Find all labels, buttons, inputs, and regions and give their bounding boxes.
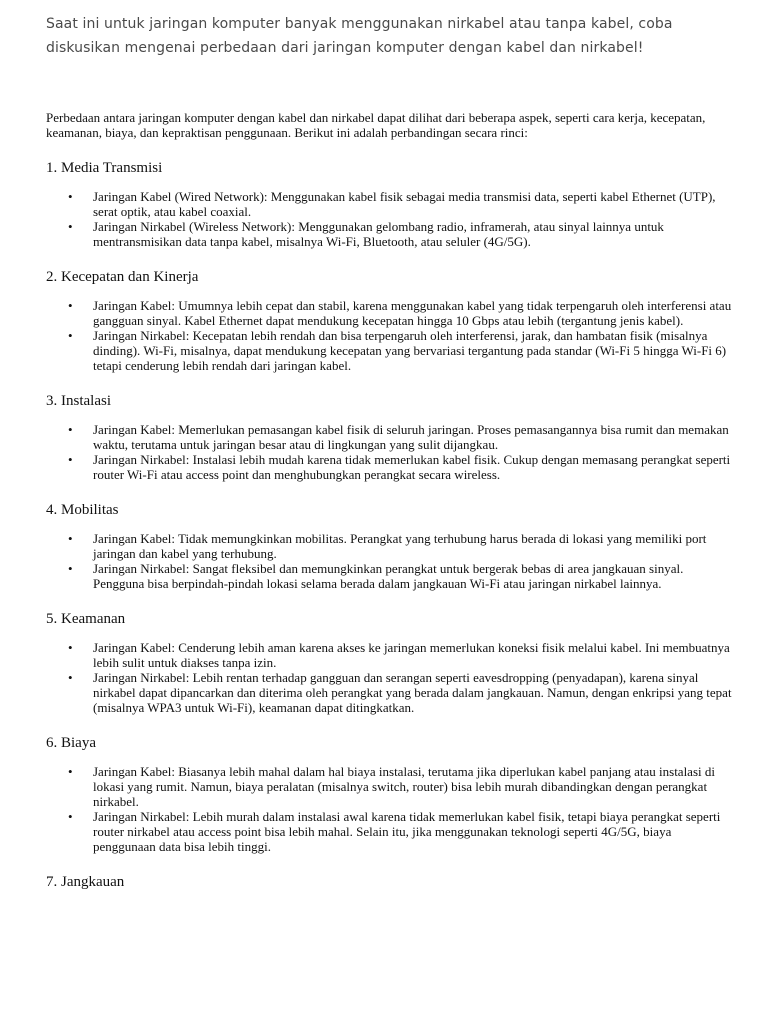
bullet-icon: •	[68, 452, 73, 467]
list-item-text: Jaringan Nirkabel: Instalasi lebih mudah karena tidak memerlukan kabel fisik. Cukup dengan memasang perangkat seperti router Wi-Fi atau access point dan menghubungkan perangkat secara wireless.	[93, 452, 731, 482]
bullet-list	[46, 422, 736, 482]
list-item-text: Jaringan Nirkabel (Wireless Network): Menggunakan gelombang radio, inframerah, atau sinyal lainnya untuk mentransmisikan data tanpa kabel, misalnya Wi-Fi, Bluetooth, atau seluler (4G/5G).	[93, 219, 664, 249]
list-item-text: Jaringan Kabel: Umumnya lebih cepat dan stabil, karena menggunakan kabel yang tidak terpengaruh oleh interferensi atau gangguan sinyal. Kabel Ethernet dapat mendukung kecepatan hingga 10 Gbps atau lebih (tergantung jenis kabel).	[93, 298, 732, 328]
list-item-text: Jaringan Kabel (Wired Network): Menggunakan kabel fisik sebagai media transmisi data, seperti kabel Ethernet (UTP), serat optik, atau kabel coaxial.	[93, 189, 716, 219]
list-item-text: Jaringan Kabel: Biasanya lebih mahal dalam hal biaya instalasi, terutama jika diperlukan kabel panjang atau instalasi di lokasi yang rumit. Namun, biaya peralatan (misalnya switch, router) bisa lebih murah dibandingkan dengan perangkat nirkabel.	[93, 764, 715, 809]
list-item	[46, 452, 736, 482]
section	[46, 268, 736, 373]
list-item	[46, 422, 736, 452]
bullet-list	[46, 189, 736, 249]
bullet-icon: •	[68, 561, 73, 576]
section	[46, 501, 736, 591]
list-item-text: Jaringan Kabel: Memerlukan pemasangan kabel fisik di seluruh jaringan. Proses pemasangannya bisa rumit dan memakan waktu, terutama untuk jaringan besar atau di lingkungan yang sulit dijangkau.	[93, 422, 729, 452]
list-item-text: Jaringan Nirkabel: Kecepatan lebih rendah dan bisa terpengaruh oleh interferensi, jarak, dan hambatan fisik (misalnya dinding). Wi-Fi, misalnya, dapat mendukung kecepatan yang bervariasi tergantung pada standar (Wi-Fi 5 hingga Wi-Fi 6) tetapi cenderung lebih rendah dari jaringan kabel.	[93, 328, 727, 373]
list-item	[46, 561, 736, 591]
bullet-list	[46, 640, 736, 715]
section-heading: 4. Mobilitas	[46, 502, 119, 518]
bullet-icon: •	[68, 764, 73, 779]
list-item	[46, 640, 736, 670]
list-item	[46, 219, 736, 249]
list-item-text: Jaringan Nirkabel: Sangat fleksibel dan memungkinkan perangkat untuk bergerak bebas di area jangkauan sinyal. Pengguna bisa berpindah-pindah lokasi selama berada dalam jangkauan Wi-Fi atau jaringan nirkabel lainnya.	[93, 561, 684, 591]
list-item	[46, 809, 736, 854]
bullet-icon: •	[68, 328, 73, 343]
list-item-text: Jaringan Nirkabel: Lebih rentan terhadap gangguan dan serangan seperti eavesdropping (penyadapan), karena sinyal nirkabel dapat dipancarkan dan diterima oleh perangkat yang berada dalam jangkauan. Namun, dengan enkripsi yang tepat (misalnya WPA3 untuk Wi-Fi), keamanan dapat ditingkatkan.	[93, 670, 732, 715]
section-heading: 3. Instalasi	[46, 393, 111, 409]
bullet-list	[46, 531, 736, 591]
section	[46, 610, 736, 715]
answer-intro: Perbedaan antara jaringan komputer dengan kabel dan nirkabel dapat dilihat dari beberapa aspek, seperti cara kerja, kecepatan, keamanan, biaya, dan kepraktisan penggunaan. Berikut ini adalah perbandingan secara rinci:	[46, 110, 706, 140]
bullet-icon: •	[68, 670, 73, 685]
bullet-list	[46, 298, 736, 373]
section-heading: 2. Kecepatan dan Kinerja	[46, 269, 199, 285]
bullet-list	[46, 764, 736, 854]
list-item	[46, 670, 736, 715]
list-item	[46, 189, 736, 219]
bullet-icon: •	[68, 298, 73, 313]
discussion-question: Saat ini untuk jaringan komputer banyak menggunakan nirkabel atau tanpa kabel, coba diskusikan mengenai perbedaan dari jaringan komputer dengan kabel dan nirkabel!	[46, 16, 673, 56]
bullet-icon: •	[68, 189, 73, 204]
list-item-text: Jaringan Nirkabel: Lebih murah dalam instalasi awal karena tidak memerlukan kabel fisik, tetapi biaya perangkat seperti router nirkabel atau access point bisa lebih mahal. Selain itu, jika menggunakan teknologi seperti 4G/5G, biaya penggunaan data bisa lebih tinggi.	[93, 809, 721, 854]
list-item	[46, 531, 736, 561]
bullet-icon: •	[68, 422, 73, 437]
section	[46, 159, 736, 249]
bullet-icon: •	[68, 809, 73, 824]
section	[46, 392, 736, 482]
bullet-icon: •	[68, 219, 73, 234]
bullet-icon: •	[68, 640, 73, 655]
section	[46, 873, 736, 891]
list-item-text: Jaringan Kabel: Cenderung lebih aman karena akses ke jaringan memerlukan koneksi fisik melalui kabel. Ini membuatnya lebih sulit untuk diakses tanpa izin.	[93, 640, 730, 670]
section-heading: 1. Media Transmisi	[46, 160, 163, 176]
section-heading: 7. Jangkauan	[46, 874, 125, 890]
bullet-icon: •	[68, 531, 73, 546]
list-item	[46, 764, 736, 809]
list-item	[46, 298, 736, 328]
document-page	[46, 10, 736, 891]
sections-container	[46, 159, 736, 891]
section	[46, 734, 736, 854]
list-item	[46, 328, 736, 373]
section-heading: 5. Keamanan	[46, 611, 126, 627]
list-item-text: Jaringan Kabel: Tidak memungkinkan mobilitas. Perangkat yang terhubung harus berada di lokasi yang memiliki port jaringan dan kabel yang terhubung.	[93, 531, 707, 561]
section-heading: 6. Biaya	[46, 735, 96, 751]
